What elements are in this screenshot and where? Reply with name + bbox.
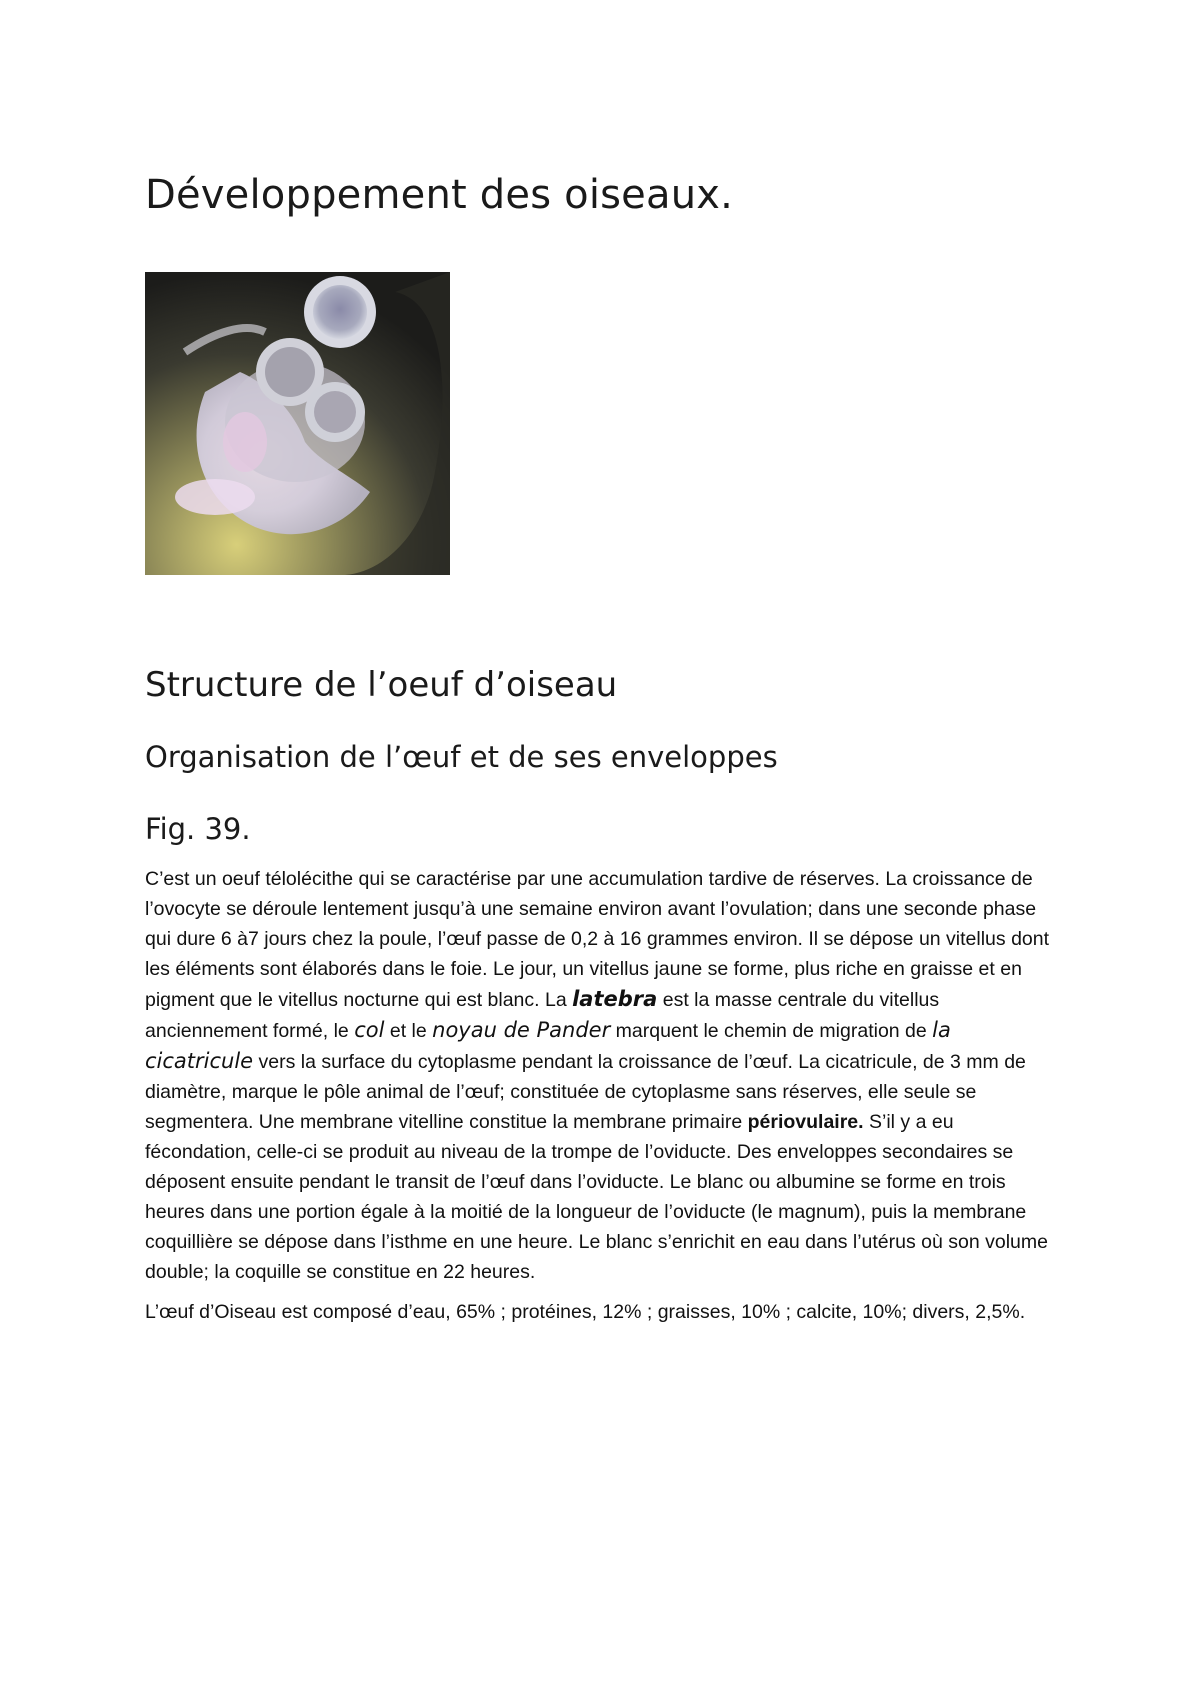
body-text bbox=[145, 864, 1065, 1337]
paragraph-egg-description bbox=[145, 864, 1065, 1287]
paragraph-composition: L’œuf d’Oiseau est composé d’eau, 65% ; protéines, 12% ; graisses, 10% ; calcite, 10%; divers, 2,5%. bbox=[145, 1301, 1026, 1323]
embryo-photo bbox=[145, 272, 450, 575]
text-run: vers la surface du cytoplasme pendant la croissance de l’œuf. La cicatricule, de 3 mm de diamètre, marque le pôle animal de l’œuf; constituée de cytoplasme sans réserves, elle seule se segmentera. Une membrane vitelline constitue la membrane primaire bbox=[145, 1051, 1026, 1133]
term-latebra: latebra bbox=[572, 987, 658, 1011]
term-periovulaire: périovulaire. bbox=[747, 1111, 864, 1133]
term-noyau-de-pander: noyau de Pander bbox=[432, 1018, 611, 1042]
text-run: S’il y a eu fécondation, celle-ci se produit au niveau de la trompe de l’oviducte. Des enveloppes secondaires se déposent ensuite pendant le transit de l’œuf dans l’oviducte. Le blanc ou albumine se forme en trois heures dans une portion égale à la moitié de la longueur de l’oviducte (le magnum), puis la membrane coquillière se dépose dans l’isthme en une heure. Le blanc s’enrichit en eau dans l’utérus où son volume double; la coquille se constitue en 22 heures. bbox=[145, 1111, 1048, 1283]
figure-label: Fig. 39. bbox=[145, 812, 251, 846]
subsection-heading: Organisation de l’œuf et de ses enveloppes bbox=[145, 740, 778, 774]
document-title: Développement des oiseaux. bbox=[145, 172, 734, 218]
text-run: marquent le chemin de migration de bbox=[610, 1020, 933, 1042]
term-cicatricule: la cicatricule bbox=[145, 1018, 951, 1073]
term-col: col bbox=[354, 1018, 385, 1042]
text-run: C’est un oeuf télolécithe qui se caractérise par une accumulation tardive de réserves. La croissance de l’ovocyte se déroule lentement jusqu’à une semaine environ avant l’ovulation; dans une seconde phase qui dure 6 à7 jours chez la poule, l’œuf passe de 0,2 à 16 grammes environ. Il se dépose un vitellus dont les éléments sont élaborés dans le foie. Le jour, un vitellus jaune se forme, plus riche en graisse et en pigment que le vitellus nocturne qui est blanc. La bbox=[145, 868, 1050, 1011]
text-run: et le bbox=[384, 1020, 433, 1042]
text-run: est la masse centrale du vitellus anciennement formé, le bbox=[145, 989, 940, 1042]
section-heading: Structure de l’oeuf d’oiseau bbox=[145, 665, 618, 705]
